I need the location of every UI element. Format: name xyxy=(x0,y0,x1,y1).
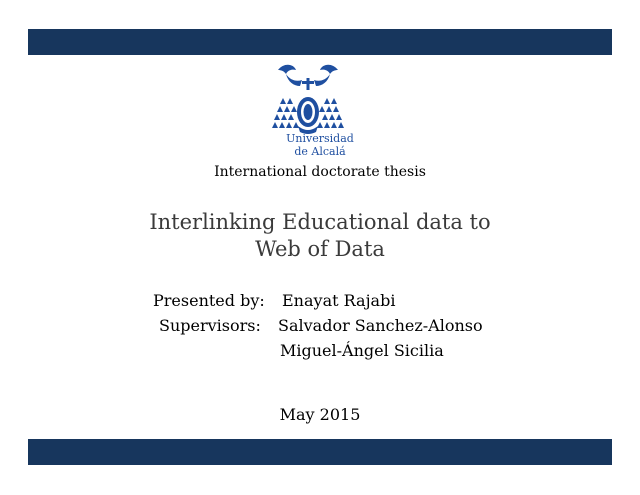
supervisors-label: Supervisors: xyxy=(159,316,261,335)
university-name-line1: Universidad xyxy=(286,132,354,145)
top-banner xyxy=(28,29,612,55)
presented-by-label: Presented by: xyxy=(153,291,265,310)
supervisor-name: Miguel-Ángel Sicilia xyxy=(280,341,444,360)
slide-title xyxy=(0,209,640,263)
title-line-2: Web of Data xyxy=(255,237,385,261)
thesis-type: International doctorate thesis xyxy=(214,164,426,180)
presentation-date: May 2015 xyxy=(279,405,361,424)
title-line-1: Interlinking Educational data to xyxy=(149,210,491,234)
supervisor-name: Salvador Sanchez-Alonso xyxy=(278,316,483,335)
bottom-banner xyxy=(28,439,612,465)
university-name-line2: de Alcalá xyxy=(294,145,346,158)
presenter-name: Enayat Rajabi xyxy=(282,291,396,310)
